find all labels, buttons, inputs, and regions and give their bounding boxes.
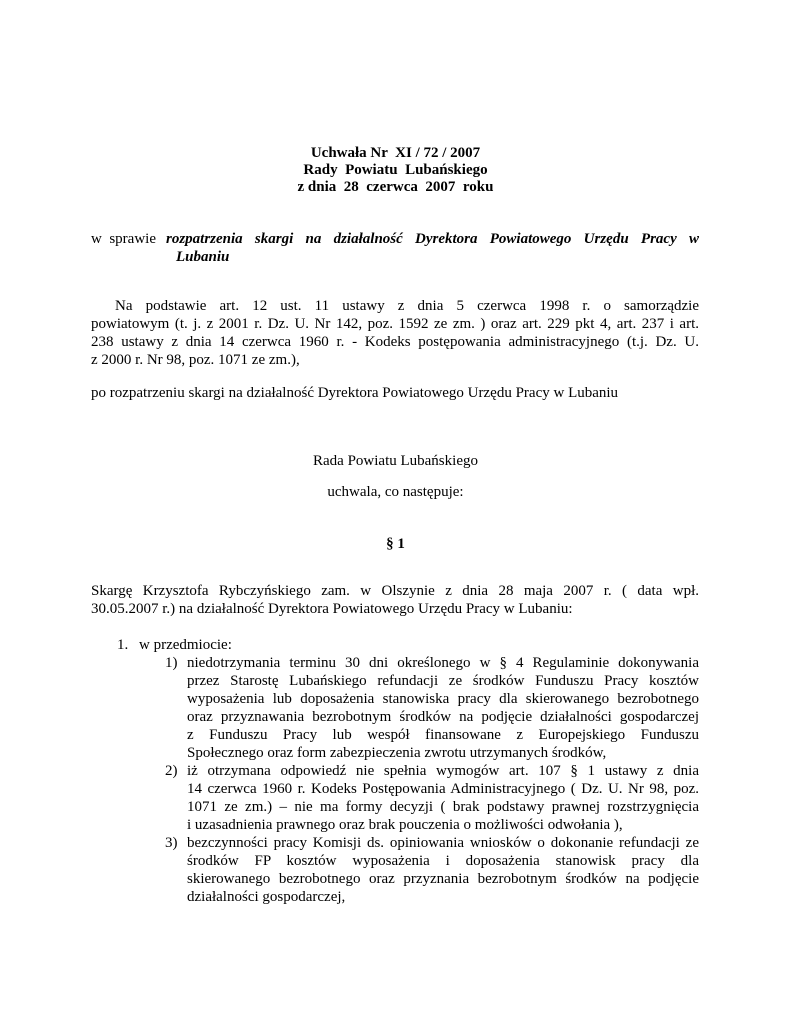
subitem-line: z Funduszu Pracy lub wespół finansowane z Europejskiego Funduszu bbox=[187, 727, 699, 743]
resolution-subject bbox=[91, 230, 699, 266]
subitem-text bbox=[187, 834, 699, 906]
list-item-label: w przedmiocie: bbox=[139, 637, 232, 653]
list-subitem-3 bbox=[165, 834, 699, 906]
subitem-line: Społecznego oraz form zabezpieczenia zwrotu utrzymanych środków, bbox=[187, 745, 607, 761]
list-item-1 bbox=[117, 636, 232, 654]
after-consideration-text: po rozpatrzeniu skargi na działalność Dyrektora Powiatowego Urzędu Pracy w Lubaniu bbox=[91, 385, 619, 401]
complaint-line-1: Skargę Krzysztofa Rybczyńskiego zam. w Olszynie z dnia 28 maja 2007 r. ( data wpł. bbox=[91, 583, 699, 599]
subitem-line: bezczynności pracy Komisji ds. opiniowania wniosków o dokonanie refundacji ze bbox=[187, 835, 699, 851]
subitem-line: 14 czerwca 1960 r. Kodeks Postępowania Administracyjnego ( Dz. U. Nr 98, poz. bbox=[187, 781, 699, 797]
legal-basis-line-1: Na podstawie art. 12 ust. 11 ustawy z dnia 5 czerwca 1998 r. o samorządzie bbox=[115, 298, 699, 314]
subject-topic-line-2: Lubaniu bbox=[176, 249, 230, 265]
legal-basis-line-3: 238 ustawy z dnia 14 czerwca 1960 r. - Kodeks postępowania administracyjnego (t.j. Dz. U. bbox=[91, 334, 699, 350]
subitem-text bbox=[187, 762, 699, 834]
subitem-line: przez Starostę Lubańskiego refundacji ze środków Funduszu Pracy kosztów bbox=[187, 673, 699, 689]
subitem-number: 1) bbox=[165, 655, 178, 671]
subitem-line: oraz przyznawania bezrobotnym środków na podjęcie działalności gospodarczej bbox=[187, 709, 699, 725]
legal-basis-line-2: powiatowym (t. j. z 2001 r. Dz. U. Nr 142, poz. 1592 ze zm. ) oraz art. 229 pkt 4, art. 237 i art. bbox=[91, 316, 699, 332]
subitem-line: i uzasadnienia prawnego oraz brak pouczenia o możliwości odwołania ), bbox=[187, 817, 623, 833]
resolves-clause: uchwala, co następuje: bbox=[327, 484, 464, 500]
list-item-number: 1. bbox=[117, 637, 129, 653]
title-line-date: z dnia 28 czerwca 2007 roku bbox=[297, 179, 494, 195]
subitem-number: 3) bbox=[165, 835, 178, 851]
list-subitem-1 bbox=[165, 654, 699, 762]
subitem-line: skierowanego bezrobotnego oraz przyznania bezrobotnym środków na podjęcie bbox=[187, 871, 699, 887]
complaint-paragraph bbox=[91, 582, 699, 618]
subject-lead: w sprawie bbox=[91, 231, 156, 247]
title-line-council: Rady Powiatu Lubańskiego bbox=[303, 162, 488, 178]
title-line-number: Uchwała Nr XI / 72 / 2007 bbox=[310, 145, 481, 161]
resolution-title bbox=[0, 145, 791, 196]
complaint-line-2: 30.05.2007 r.) na działalność Dyrektora Powiatowego Urzędu Pracy w Lubaniu: bbox=[91, 601, 573, 617]
section-mark: § 1 bbox=[386, 536, 405, 552]
subject-line-1 bbox=[91, 230, 699, 248]
subitem-line: 1071 ze zm.) – nie ma formy decyzji ( brak podstawy prawnej rozstrzygnięcia bbox=[187, 799, 699, 815]
legal-basis-paragraph bbox=[91, 297, 699, 369]
subitem-line: działalności gospodarczej, bbox=[187, 889, 346, 905]
subitem-line: wyposażenia lub doposażenia stanowiska pracy dla skierowanego bezrobotnego bbox=[187, 691, 699, 707]
subitem-line: iż otrzymana odpowiedź nie spełnia wymogów art. 107 § 1 ustawy z dnia bbox=[187, 763, 699, 779]
subitem-number: 2) bbox=[165, 763, 178, 779]
legal-basis-line-4: z 2000 r. Nr 98, poz. 1071 ze zm.), bbox=[91, 352, 300, 368]
subitem-text bbox=[187, 654, 699, 762]
subject-topic-line-1: rozpatrzenia skargi na działalność Dyrektora Powiatowego Urzędu Pracy w bbox=[165, 231, 699, 247]
list-subitem-2 bbox=[165, 762, 699, 834]
subitem-line: niedotrzymania terminu 30 dni określonego w § 4 Regulaminie dokonywania bbox=[187, 655, 699, 671]
council-name: Rada Powiatu Lubańskiego bbox=[313, 453, 478, 469]
subitem-line: środków FP kosztów wyposażenia i doposażenia stanowisk pracy dla bbox=[187, 853, 699, 869]
